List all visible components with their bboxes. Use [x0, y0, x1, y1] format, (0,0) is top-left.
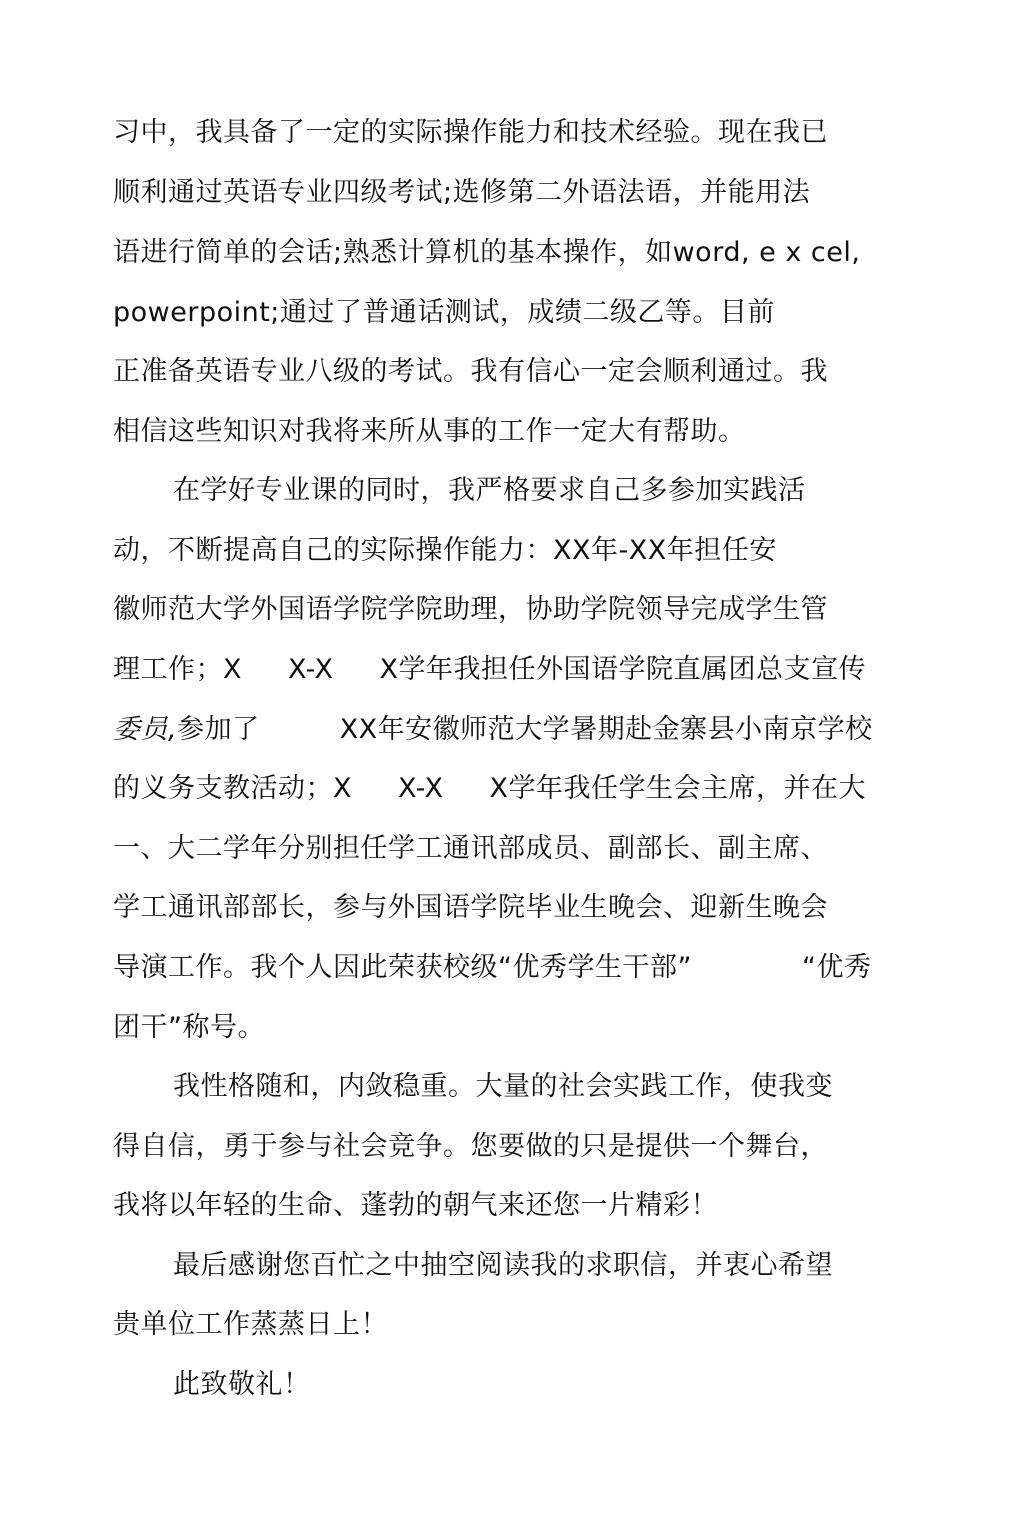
body-line: 相信这些知识对我将来所从事的工作一定大有帮助。: [113, 416, 746, 447]
text-segment: X-X: [288, 654, 334, 685]
text-segment: 理工作；X: [113, 654, 242, 685]
body-line: [113, 710, 873, 750]
body-line: 正准备英语专业八级的考试。我有信心一定会顺利通过。我: [113, 356, 828, 387]
body-line: 徽师范大学外国语学院学院助理，协助学院领导完成学生管: [113, 594, 828, 625]
body-line: 动，不断提高自己的实际操作能力：XX年-XX年担任安: [113, 535, 777, 566]
text-segment: 导演工作。我个人因此荣获校级“优秀学生干部”: [113, 952, 692, 983]
body-line: 得自信，勇于参与社会竞争。您要做的只是提供一个舞台，: [113, 1131, 828, 1162]
body-line: 我将以年轻的生命、蓬勃的朝气来还您一片精彩！: [113, 1190, 718, 1221]
text-segment: X学年我担任外国语学院直属团总支宣传: [379, 654, 867, 685]
body-line: 一、大二学年分别担任学工通讯部成员、副部长、副主席、: [113, 833, 828, 864]
closing-line: 此致敬礼！: [173, 1369, 311, 1400]
body-line: 语进行简单的会话;熟悉计算机的基本操作，如word, e x cel,: [113, 237, 861, 268]
text-segment: “优秀: [801, 952, 872, 983]
body-line: 贵单位工作蒸蒸日上！: [113, 1309, 388, 1340]
body-line: [113, 948, 871, 988]
text-segment: X学年我任学生会主席，并在大: [489, 773, 867, 804]
paragraph-start-line: 在学好专业课的同时，我严格要求自己多参加实践活: [173, 475, 806, 506]
body-line: [113, 650, 866, 690]
text-segment: 委员,: [113, 714, 178, 745]
body-line: 学工通讯部部长，参与外国语学院毕业生晚会、迎新生晚会: [113, 892, 828, 923]
body-line: 习中，我具备了一定的实际操作能力和技术经验。现在我已: [113, 117, 828, 148]
body-line: 团干”称号。: [113, 1012, 265, 1043]
text-segment: 参加了: [177, 714, 260, 745]
text-segment: X-X: [398, 773, 444, 804]
text-segment: 的义务支教活动；X: [113, 773, 352, 804]
paragraph-start-line: 最后感谢您百忙之中抽空阅读我的求职信，并衷心希望: [173, 1250, 833, 1281]
body-line: [113, 769, 866, 809]
body-line: 顺利通过英语专业四级考试;选修第二外语法语，并能用法: [113, 177, 811, 208]
body-line: powerpoint;通过了普通话测试，成绩二级乙等。目前: [113, 297, 775, 328]
text-segment: XX年安徽师范大学暑期赴金寨县小南京学校: [339, 714, 873, 745]
paragraph-start-line: 我性格随和，内敛稳重。大量的社会实践工作，使我变: [173, 1071, 833, 1102]
